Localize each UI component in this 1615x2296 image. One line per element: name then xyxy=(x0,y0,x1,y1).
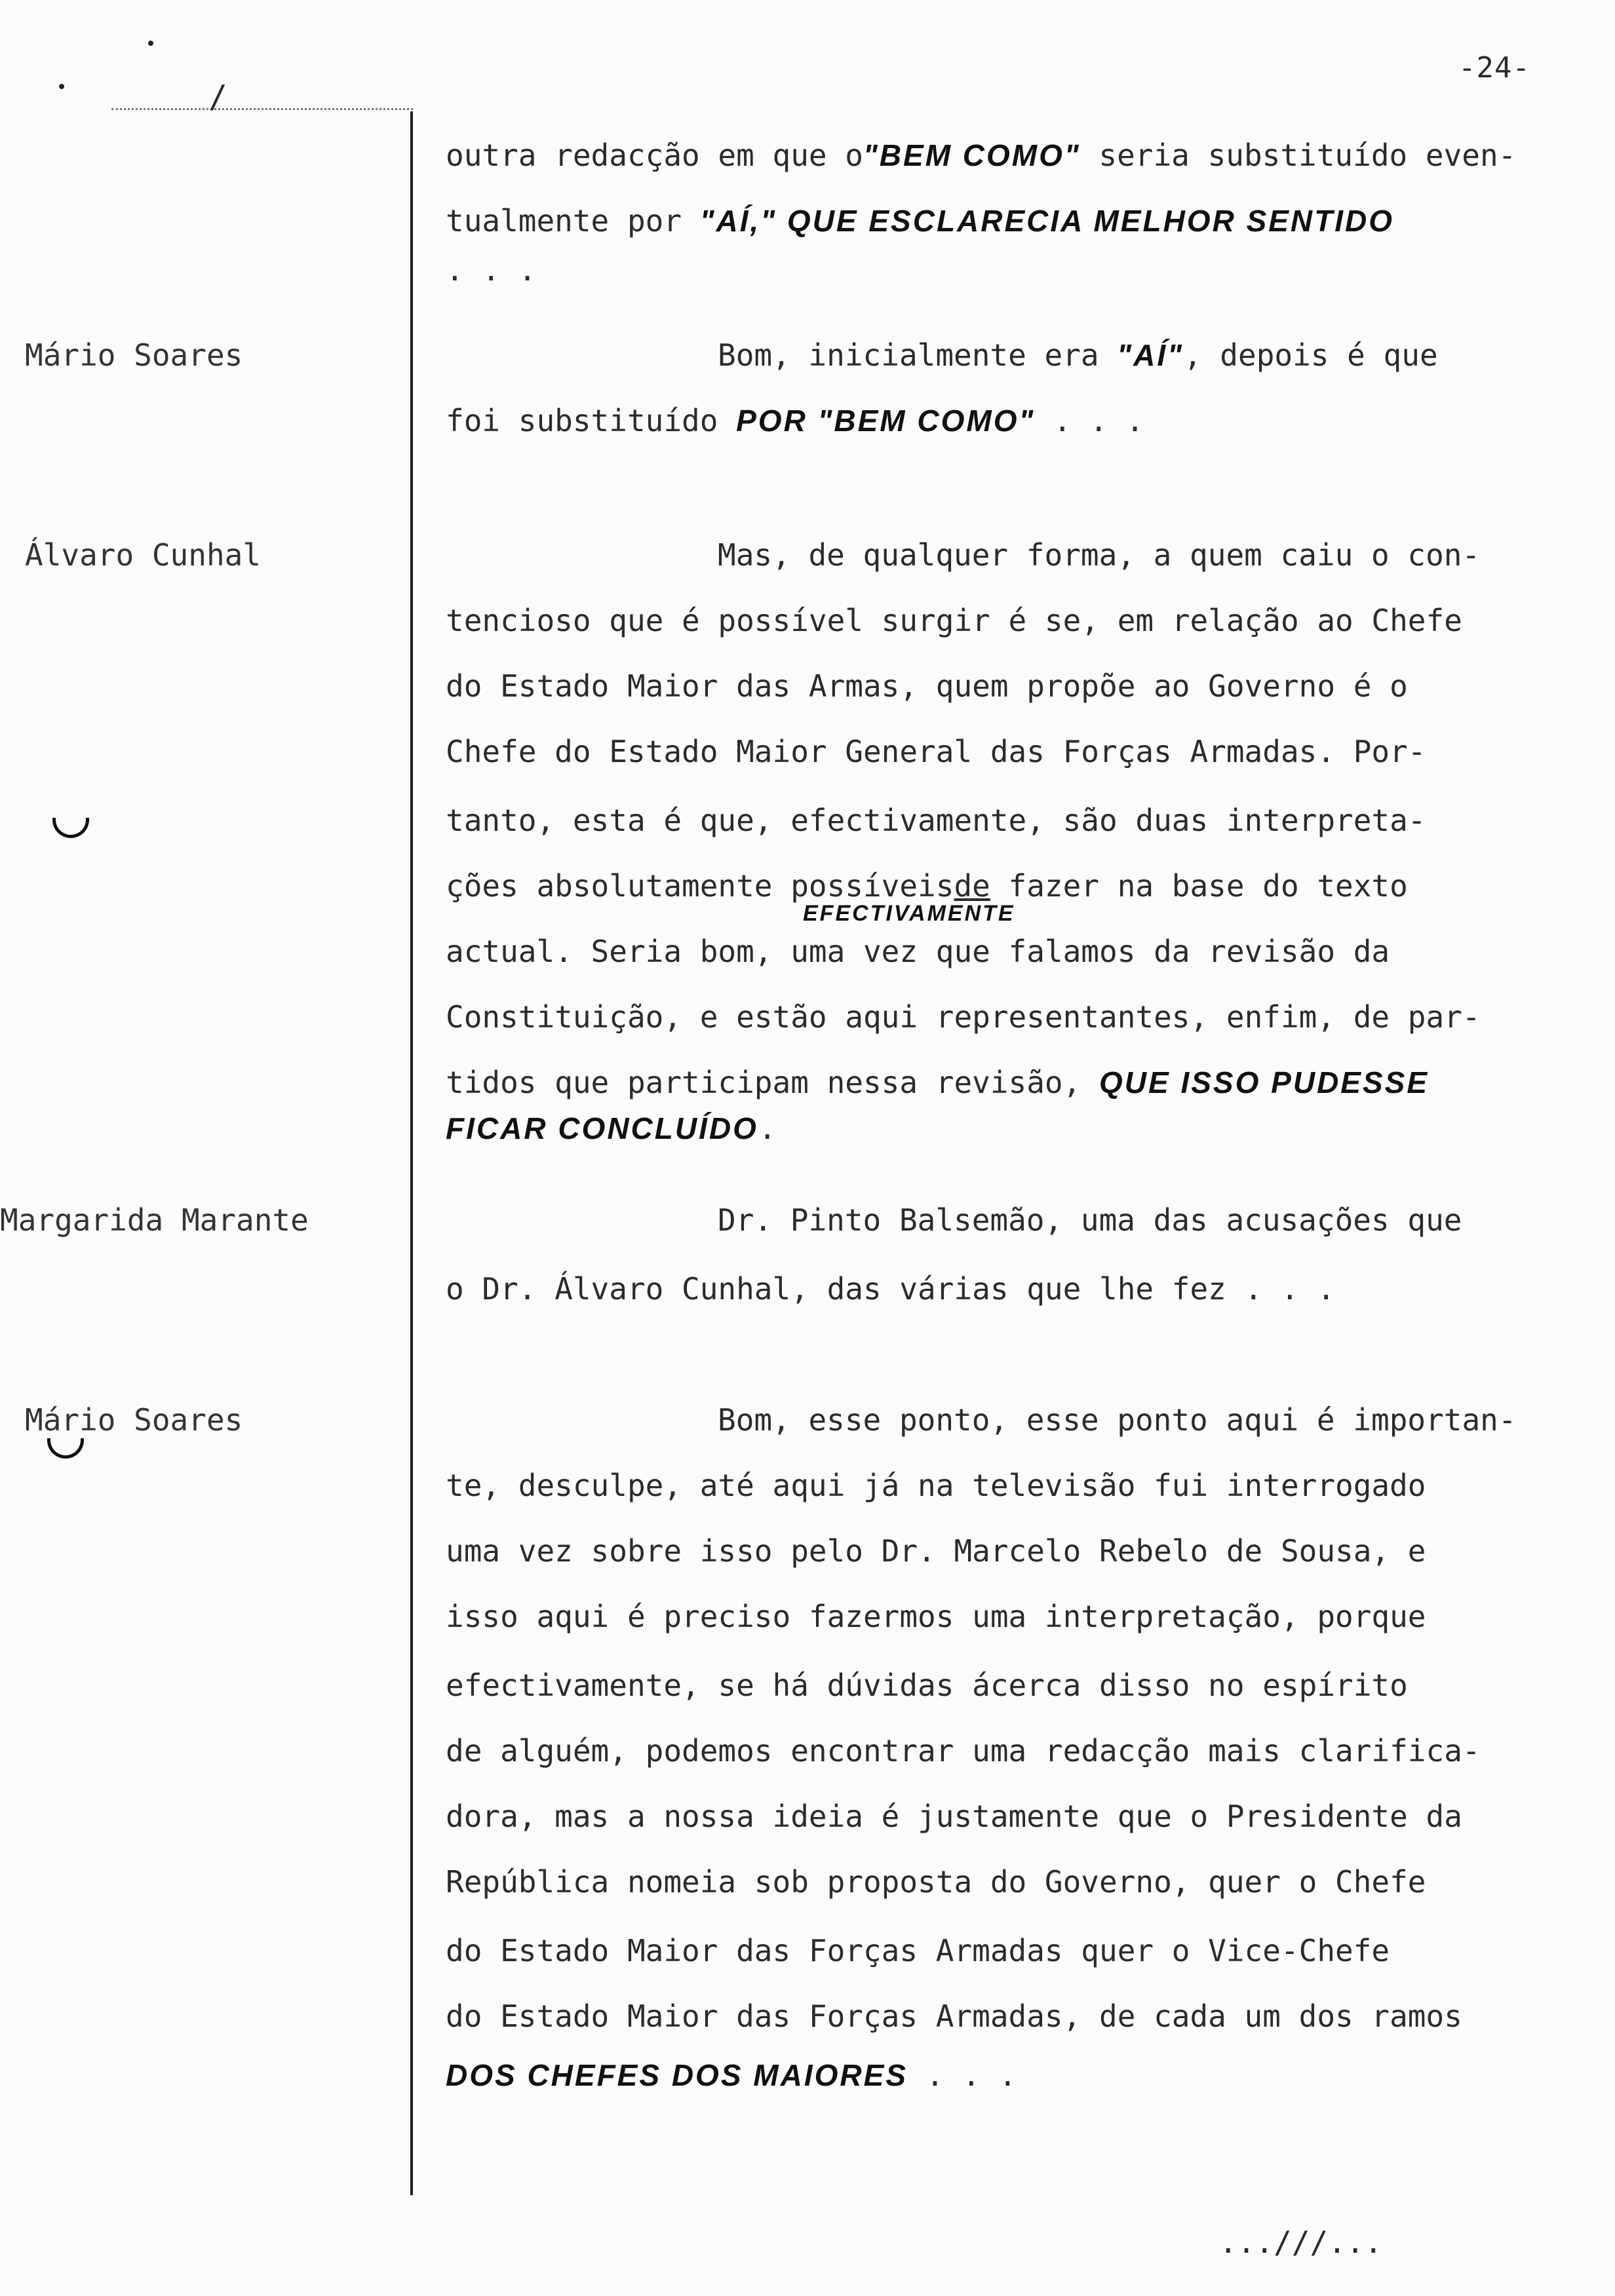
text-line xyxy=(446,2057,1017,2093)
text-line xyxy=(718,337,1438,373)
scan-mark xyxy=(59,84,64,89)
text-line: do Estado Maior das Forças Armadas quer o Vice-Chefe xyxy=(446,1933,1390,1968)
text-line xyxy=(446,252,536,288)
text-line xyxy=(446,999,1481,1035)
text-line xyxy=(446,868,1408,904)
typed-text: , e estão aqui representantes, enfim, de par- xyxy=(663,999,1481,1035)
handwritten-insertion: QUE ISSO PUDESSE xyxy=(1099,1065,1430,1100)
text-line: isso aqui é preciso fazermos uma interpretação, porque xyxy=(446,1599,1426,1634)
typed-text: . . . xyxy=(1053,403,1144,438)
typed-text: Constituição xyxy=(446,999,664,1035)
margin-bracket-mark xyxy=(52,818,89,838)
handwritten-insertion: DOS CHEFES DOS MAIORES xyxy=(446,2058,908,2092)
struck-word: de xyxy=(954,868,990,904)
text-line: tencioso que é possível surgir é se, em relação ao Chefe xyxy=(446,603,1462,638)
typed-text: , depois é que xyxy=(1183,337,1438,373)
text-line: República nomeia sob proposta do Governo, quer o Chefe xyxy=(446,1864,1426,1900)
typed-text: . xyxy=(758,1111,777,1146)
text-line: tanto, esta é que, efectivamente, são duas interpreta- xyxy=(446,803,1426,838)
handwritten-insertion: "AÍ," QUE ESCLARECIA MELHOR SENTIDO xyxy=(699,204,1395,238)
handwritten-insertion: POR "BEM COMO" xyxy=(736,404,1036,438)
margin-rule xyxy=(410,111,413,2195)
text-line: de alguém, podemos encontrar uma redacção mais clarifica- xyxy=(446,1733,1481,1769)
typed-text: seria substituído even- xyxy=(1099,138,1517,173)
text-line: tidos que participam nessa revisão, QUE ISSO PUDESSE xyxy=(446,1065,1430,1100)
text-line xyxy=(446,203,1394,239)
handwritten-insertion: EFECTIVAMENTE xyxy=(803,901,1015,926)
speaker-label: Mário Soares xyxy=(25,1402,243,1438)
text-line: do Estado Maior das Forças Armadas, de cada um dos ramos xyxy=(446,1999,1462,2034)
text-line: dora, mas a nossa ideia é justamente que o Presidente da xyxy=(446,1799,1462,1834)
typed-text: ções absolutamente possíveis xyxy=(446,868,954,904)
continuation-mark: ...///... xyxy=(1219,2225,1383,2260)
margin-bracket-mark xyxy=(47,1438,84,1459)
handwritten-insertion: "AÍ" xyxy=(1117,338,1184,372)
text-line: te, desculpe, até aqui já na televisão fui interrogado xyxy=(446,1468,1426,1503)
speaker-label: Mário Soares xyxy=(25,337,243,373)
header-slash: / xyxy=(208,79,227,115)
typed-text: . . . xyxy=(925,2057,1017,2093)
text-line: Mas, de qualquer forma, a quem caiu o con- xyxy=(718,537,1481,573)
text-line: Bom, esse ponto, esse ponto aqui é importan- xyxy=(718,1402,1517,1438)
handwritten-insertion: FICAR CONCLUÍDO xyxy=(446,1111,758,1145)
text-line: efectivamente, se há dúvidas ácerca disso no espírito xyxy=(446,1668,1408,1703)
text-line: actual. Seria bom, uma vez que falamos da revisão da xyxy=(446,934,1390,969)
text-line: do Estado Maior das Armas, quem propõe ao Governo é o xyxy=(446,668,1408,704)
typed-text: fazer na base do texto xyxy=(1008,868,1408,904)
typed-text: Bom, inicialmente era xyxy=(718,337,1099,373)
text-line: Dr. Pinto Balsemão, uma das acusações que xyxy=(718,1202,1462,1238)
typed-text: tualmente por xyxy=(446,203,682,239)
text-line xyxy=(446,138,1516,173)
speaker-label: Álvaro Cunhal xyxy=(25,537,262,573)
scan-mark xyxy=(148,41,153,46)
typed-text: . . . xyxy=(446,252,537,288)
header-dotted-rule xyxy=(111,108,413,110)
typed-text: tidos que participam nessa revisão xyxy=(446,1065,1063,1100)
text-line xyxy=(446,403,1144,438)
text-line: Chefe do Estado Maior General das Forças Armadas. Por- xyxy=(446,734,1426,769)
text-line: uma vez sobre isso pelo Dr. Marcelo Rebelo de Sousa, e xyxy=(446,1533,1426,1569)
text-line: o Dr. Álvaro Cunhal, das várias que lhe fez . . . xyxy=(446,1271,1336,1307)
typed-text: foi substituído xyxy=(446,403,718,438)
speaker-label: Margarida Marante xyxy=(0,1202,309,1238)
handwritten-insertion: "BEM COMO" xyxy=(863,138,1081,172)
page-number: -24- xyxy=(1458,51,1530,85)
typed-text: outra redacção em que o xyxy=(446,138,863,173)
text-line xyxy=(446,1111,777,1146)
